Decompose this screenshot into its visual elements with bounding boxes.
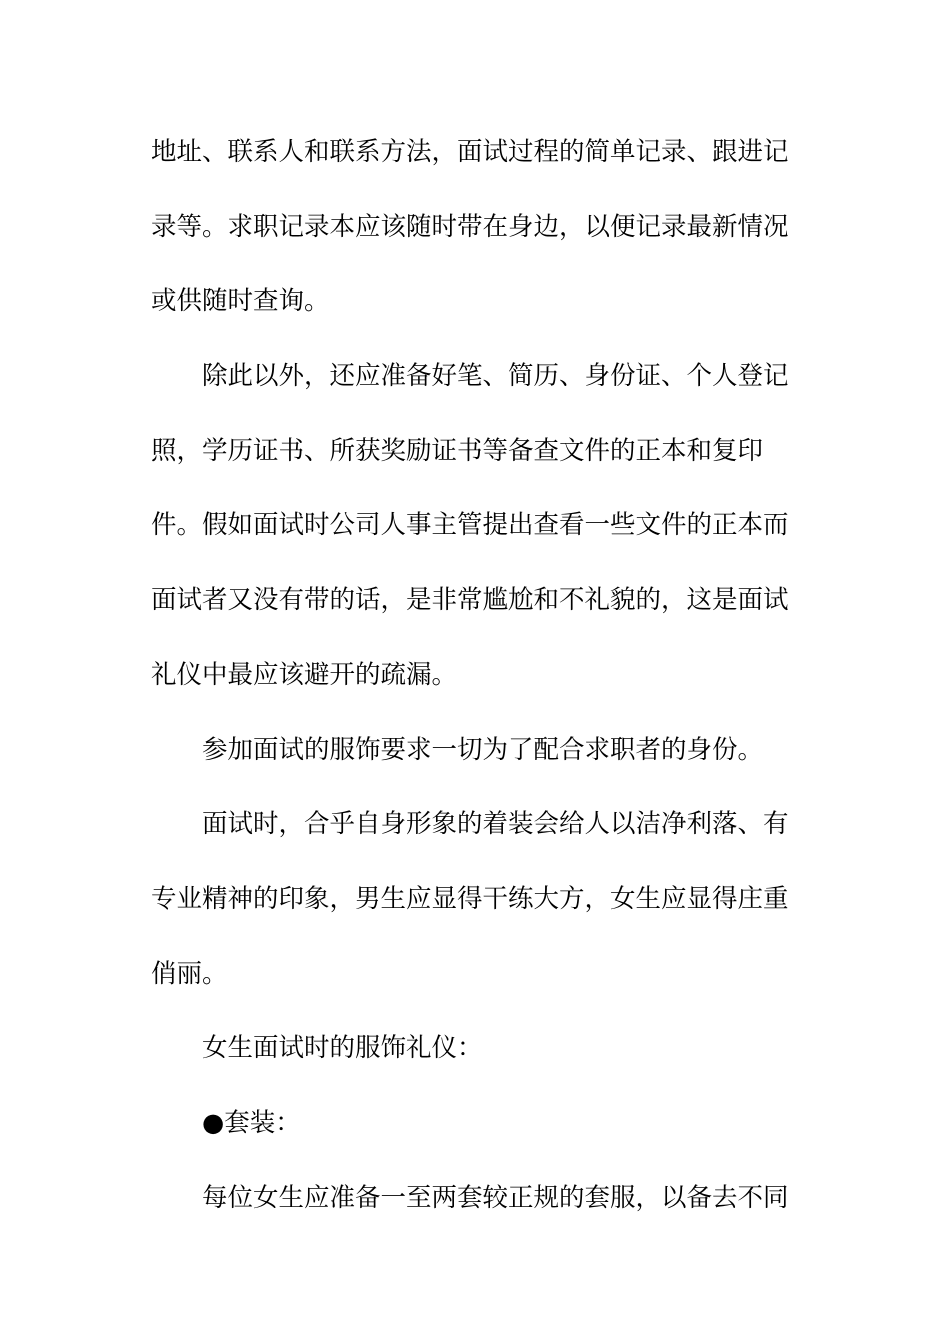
text-line: 件。假如面试时公司人事主管提出查看一些文件的正本而 (151, 510, 789, 541)
text-line: 或供随时查询。 (151, 286, 330, 317)
text-line: 面试者又没有带的话，是非常尴尬和不礼貌的，这是面试 (151, 585, 789, 616)
text-line: 地址、联系人和联系方法，面试过程的简单记录、跟进记 (151, 137, 789, 167)
text-line: 礼仪中最应该避开的疏漏。 (151, 659, 458, 690)
section-heading: 女生面试时的服饰礼仪： (202, 1033, 483, 1064)
text-line: 俏丽。 (151, 958, 228, 989)
text-line: 录等。求职记录本应该随时带在身边，以便记录最新情况 (151, 211, 789, 242)
bullet-heading: ●套装： (202, 1107, 301, 1138)
text-line: 每位女生应准备一至两套较正规的套服，以备去不同 (202, 1182, 789, 1213)
text-line: 参加面试的服饰要求一切为了配合求职者的身份。 (202, 734, 764, 765)
text-line: 专业精神的印象，男生应显得干练大方，女生应显得庄重 (151, 883, 789, 914)
text-line: 面试时，合乎自身形象的着装会给人以洁净利落、有 (202, 809, 789, 840)
document-body (151, 115, 801, 1235)
text-line: 照，学历证书、所获奖励证书等备查文件的正本和复印 (151, 435, 764, 466)
text-line: 除此以外，还应准备好笔、简历、身份证、个人登记 (202, 361, 789, 392)
